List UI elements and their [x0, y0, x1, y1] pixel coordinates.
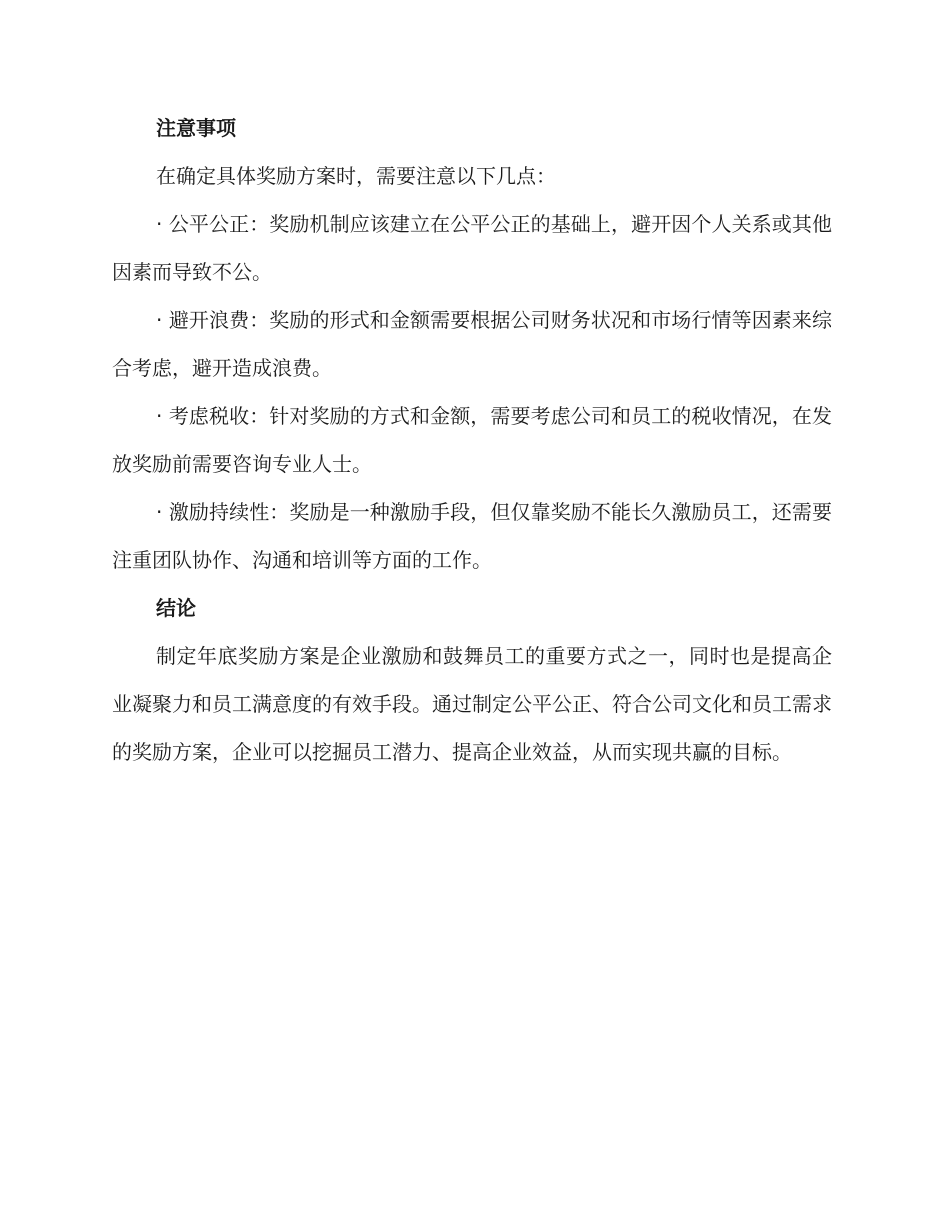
note-item-taxation: · 考虑税收：针对奖励的方式和金额，需要考虑公司和员工的税收情况，在发放奖励前需要咨询专业人士。	[112, 404, 832, 476]
conclusion-paragraph: 制定年底奖励方案是企业激励和鼓舞员工的重要方式之一，同时也是提高企业凝聚力和员工满意度的有效手段。通过制定公平公正、符合公司文化和员工需求的奖励方案，企业可以挖掘员工潜力、提高企业效益，从而实现共赢的目标。	[112, 644, 832, 764]
note-item-sustainability: · 激励持续性：奖励是一种激励手段，但仅靠奖励不能长久激励员工，还需要注重团队协作、沟通和培训等方面的工作。	[112, 500, 832, 572]
document-page	[112, 104, 832, 776]
note-item-fairness: · 公平公正：奖励机制应该建立在公平公正的基础上，避开因个人关系或其他因素而导致不公。	[112, 212, 832, 284]
section-heading-conclusion: 结论	[156, 596, 196, 620]
section-heading-notes: 注意事项	[156, 116, 236, 140]
note-item-avoid-waste: · 避开浪费：奖励的形式和金额需要根据公司财务状况和市场行情等因素来综合考虑，避开造成浪费。	[112, 308, 832, 380]
notes-intro: 在确定具体奖励方案时，需要注意以下几点：	[156, 164, 556, 188]
